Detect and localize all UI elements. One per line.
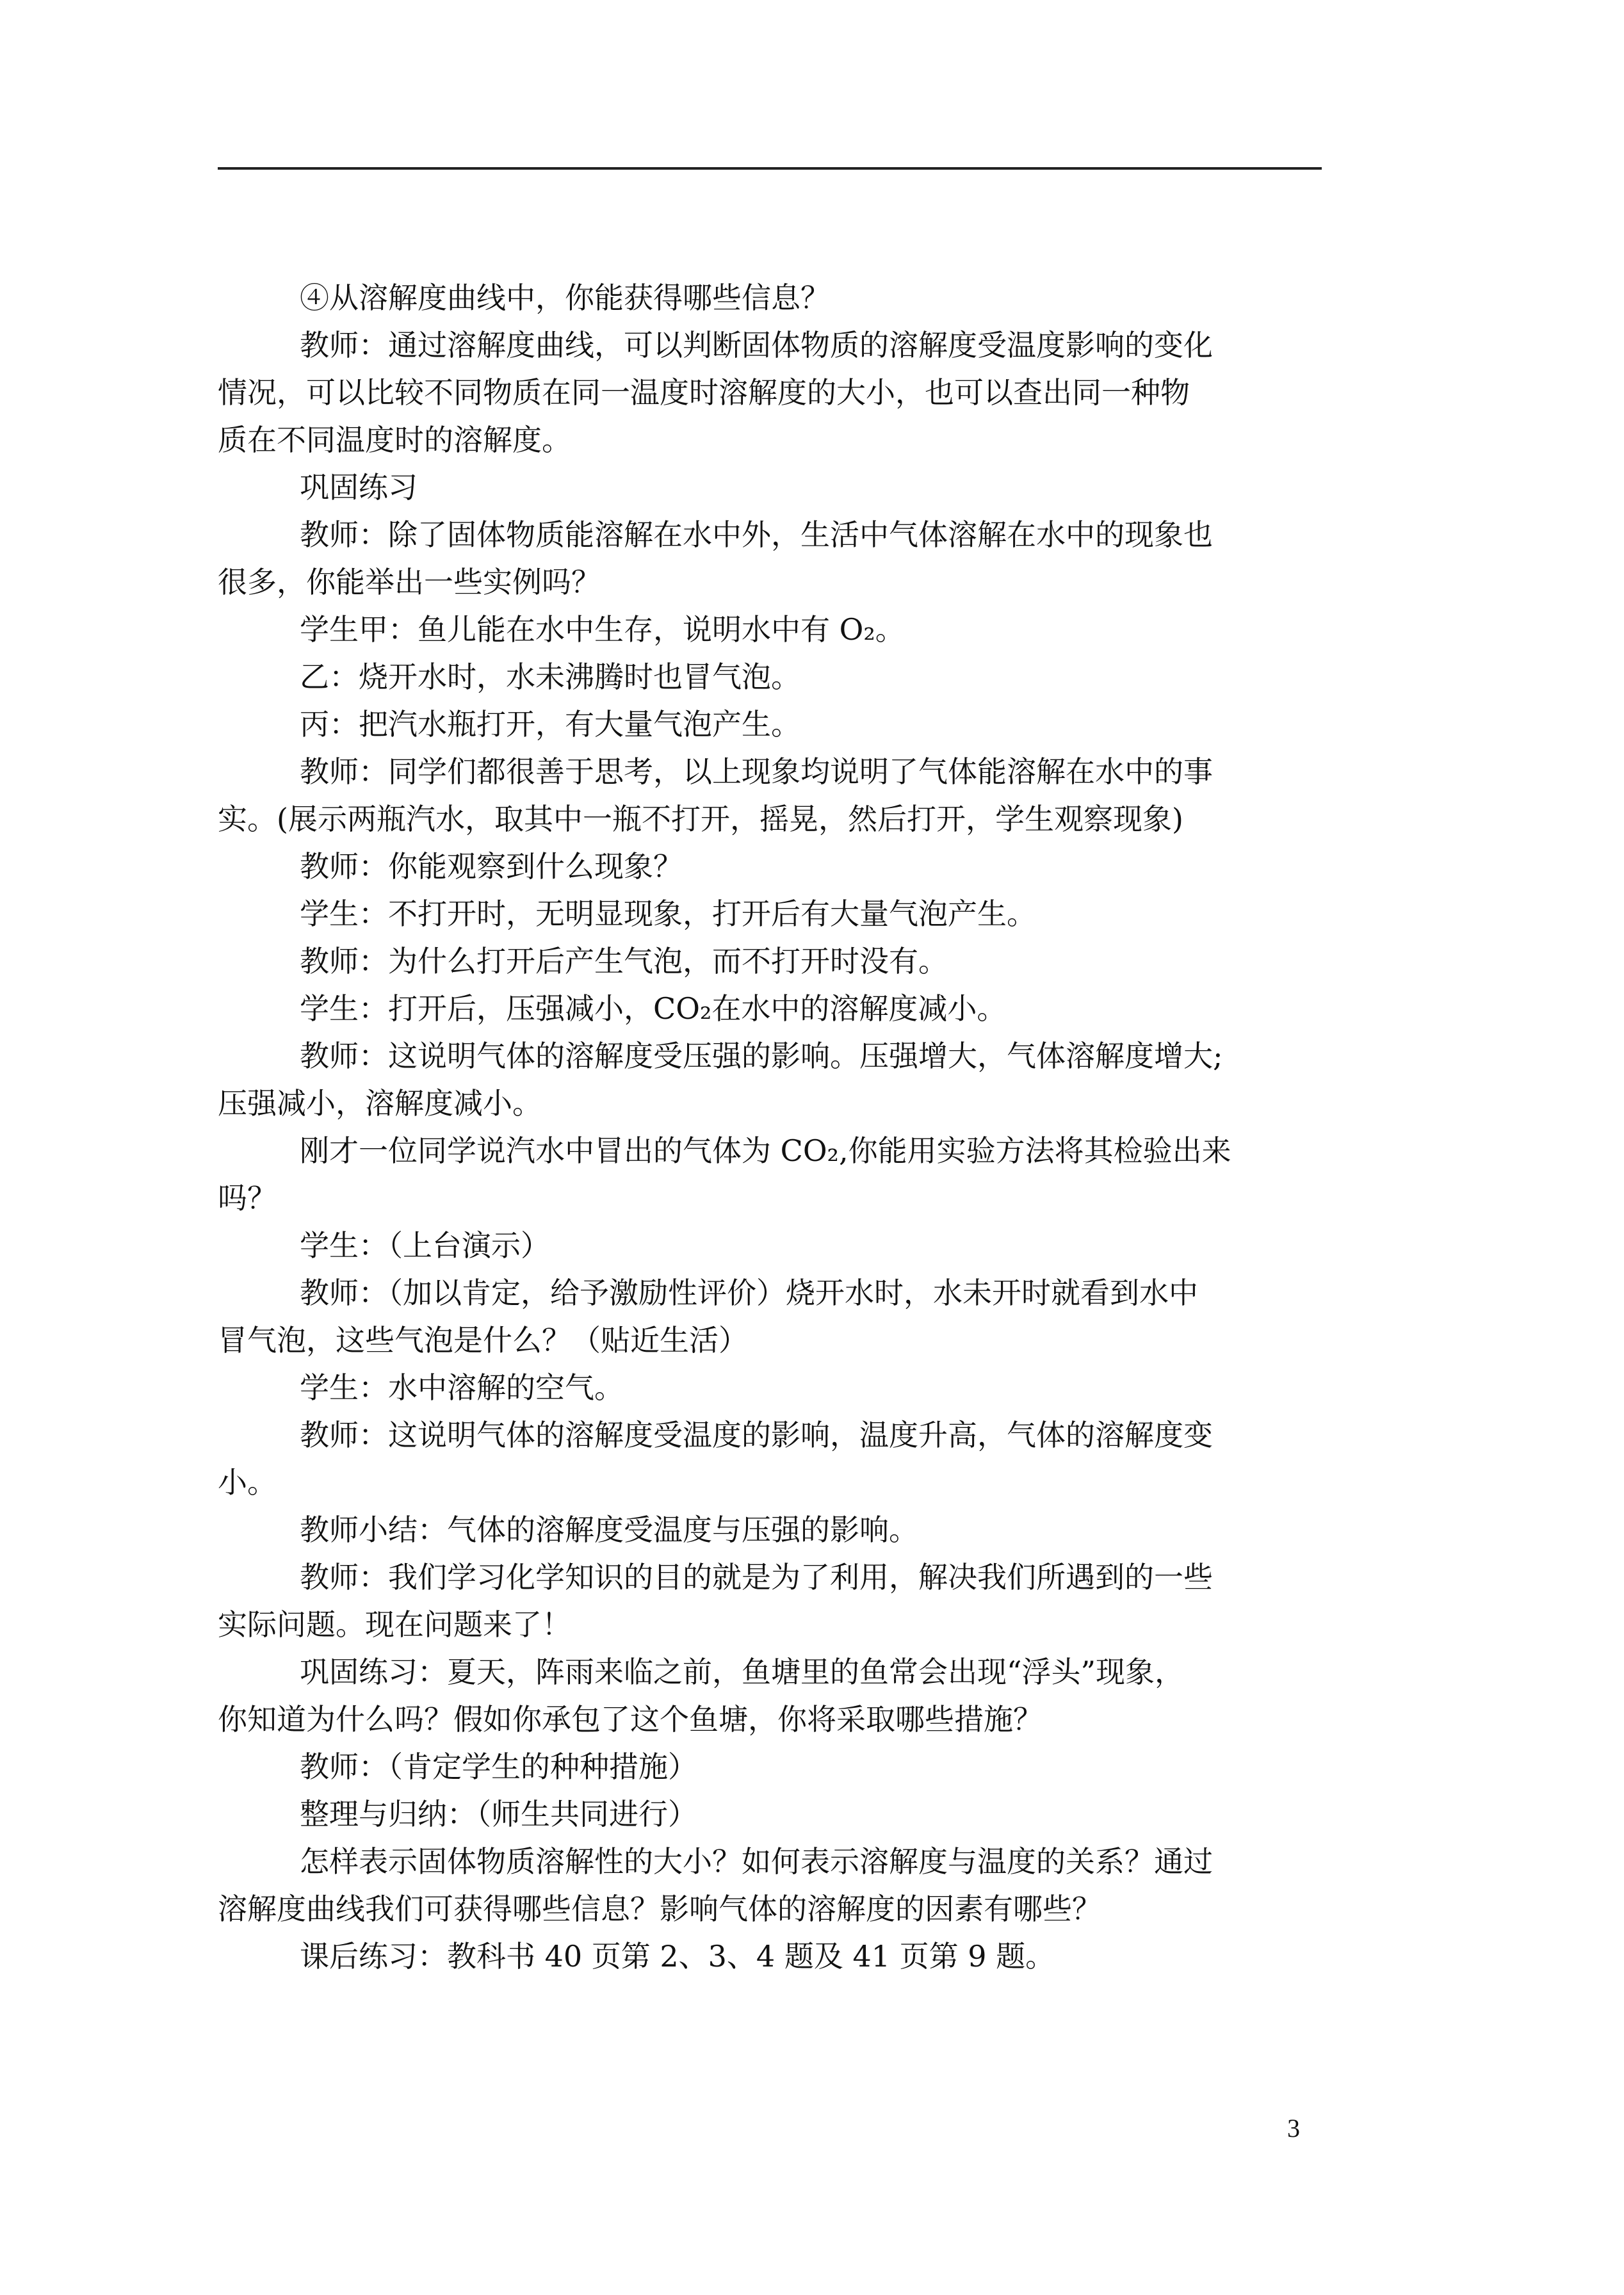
paragraph [218, 321, 1319, 464]
text-line: 教师小结：气体的溶解度受温度与压强的影响。 [300, 1512, 918, 1547]
text-line: 巩固练习：夏天，阵雨来临之前，鱼塘里的鱼常会出现“浮头”现象， [300, 1655, 1185, 1689]
text-line: 压强减小，溶解度减小。 [218, 1086, 542, 1121]
paragraph [218, 843, 1319, 890]
paragraph [218, 1222, 1319, 1269]
text-line: 学生：（上台演示） [300, 1228, 550, 1263]
text-line: 实际问题。现在问题来了！ [218, 1607, 571, 1642]
text-line: 吗？ [218, 1181, 277, 1215]
page-number: 3 [1287, 2114, 1300, 2143]
paragraph [218, 1127, 1319, 1222]
text-line: ④从溶解度曲线中，你能获得哪些信息？ [300, 280, 830, 315]
text-line: 巩固练习 [300, 470, 418, 505]
text-line: 丙：把汽水瓶打开，有大量气泡产生。 [300, 707, 800, 742]
text-line: 教师：为什么打开后产生气泡，而不打开时没有。 [300, 944, 948, 978]
text-line: 学生：打开后，压强减小，CO₂在水中的溶解度减小。 [300, 991, 1007, 1026]
text-line: 教师：除了固体物质能溶解在水中外，生活中气体溶解在水中的现象也 [300, 517, 1213, 552]
paragraph [218, 1933, 1319, 1980]
text-line: 学生：水中溶解的空气。 [300, 1370, 624, 1405]
paragraph [218, 511, 1319, 606]
paragraph [218, 1743, 1319, 1790]
text-line: 情况，可以比较不同物质在同一温度时溶解度的大小，也可以查出同一种物 [218, 375, 1190, 410]
paragraph [218, 890, 1319, 937]
paragraph [218, 1506, 1319, 1553]
text-line: 教师：（加以肯定，给予激励性评价）烧开水时，水未开时就看到水中 [300, 1276, 1198, 1310]
paragraph [218, 464, 1319, 511]
body-text [218, 274, 1319, 1980]
text-line: 很多，你能举出一些实例吗？ [218, 565, 601, 599]
text-line: 教师：我们学习化学知识的目的就是为了利用，解决我们所遇到的一些 [300, 1560, 1213, 1594]
text-line: 质在不同温度时的溶解度。 [218, 423, 571, 457]
text-line: 乙：烧开水时，水未沸腾时也冒气泡。 [300, 660, 800, 694]
paragraph [218, 701, 1319, 748]
text-line: 课后练习：教科书 40 页第 2、3、4 题及 41 页第 9 题。 [300, 1939, 1055, 1974]
text-line: 教师：通过溶解度曲线，可以判断固体物质的溶解度受温度影响的变化 [300, 328, 1213, 362]
paragraph [218, 985, 1319, 1032]
paragraph [218, 1790, 1319, 1838]
text-line: 小。 [218, 1465, 277, 1500]
text-line: 学生甲：鱼儿能在水中生存，说明水中有 O₂。 [300, 612, 905, 647]
paragraph [218, 653, 1319, 701]
paragraph [218, 1648, 1319, 1743]
paragraph [218, 1269, 1319, 1364]
text-line: 整理与归纳：（师生共同进行） [300, 1797, 697, 1831]
paragraph [218, 937, 1319, 985]
text-line: 教师：这说明气体的溶解度受温度的影响，温度升高，气体的溶解度变 [300, 1418, 1213, 1452]
text-line: 学生：不打开时，无明显现象，打开后有大量气泡产生。 [300, 896, 1036, 931]
paragraph [218, 274, 1319, 321]
text-line: 教师：你能观察到什么现象？ [300, 849, 683, 884]
paragraph [218, 1838, 1319, 1933]
text-line: 实。(展示两瓶汽水，取其中一瓶不打开，摇晃，然后打开，学生观察现象) [218, 802, 1183, 836]
paragraph [218, 1364, 1319, 1411]
text-line: 你知道为什么吗？假如你承包了这个鱼塘，你将采取哪些措施？ [218, 1702, 1043, 1737]
paragraph [218, 748, 1319, 843]
paragraph [218, 1411, 1319, 1506]
paragraph [218, 606, 1319, 653]
text-line: 怎样表示固体物质溶解性的大小？如何表示溶解度与温度的关系？通过 [300, 1844, 1213, 1879]
header-rule [218, 167, 1322, 170]
text-line: 刚才一位同学说汽水中冒出的气体为 CO₂,你能用实验方法将其检验出来 [300, 1133, 1231, 1168]
text-line: 教师：同学们都很善于思考，以上现象均说明了气体能溶解在水中的事 [300, 754, 1213, 789]
text-line: 冒气泡，这些气泡是什么？（贴近生活） [218, 1323, 748, 1358]
text-line: 溶解度曲线我们可获得哪些信息？影响气体的溶解度的因素有哪些？ [218, 1892, 1101, 1926]
text-line: 教师：（肯定学生的种种措施） [300, 1749, 697, 1784]
paragraph [218, 1553, 1319, 1648]
paragraph [218, 1032, 1319, 1127]
text-line: 教师：这说明气体的溶解度受压强的影响。压强增大，气体溶解度增大; [300, 1039, 1223, 1073]
